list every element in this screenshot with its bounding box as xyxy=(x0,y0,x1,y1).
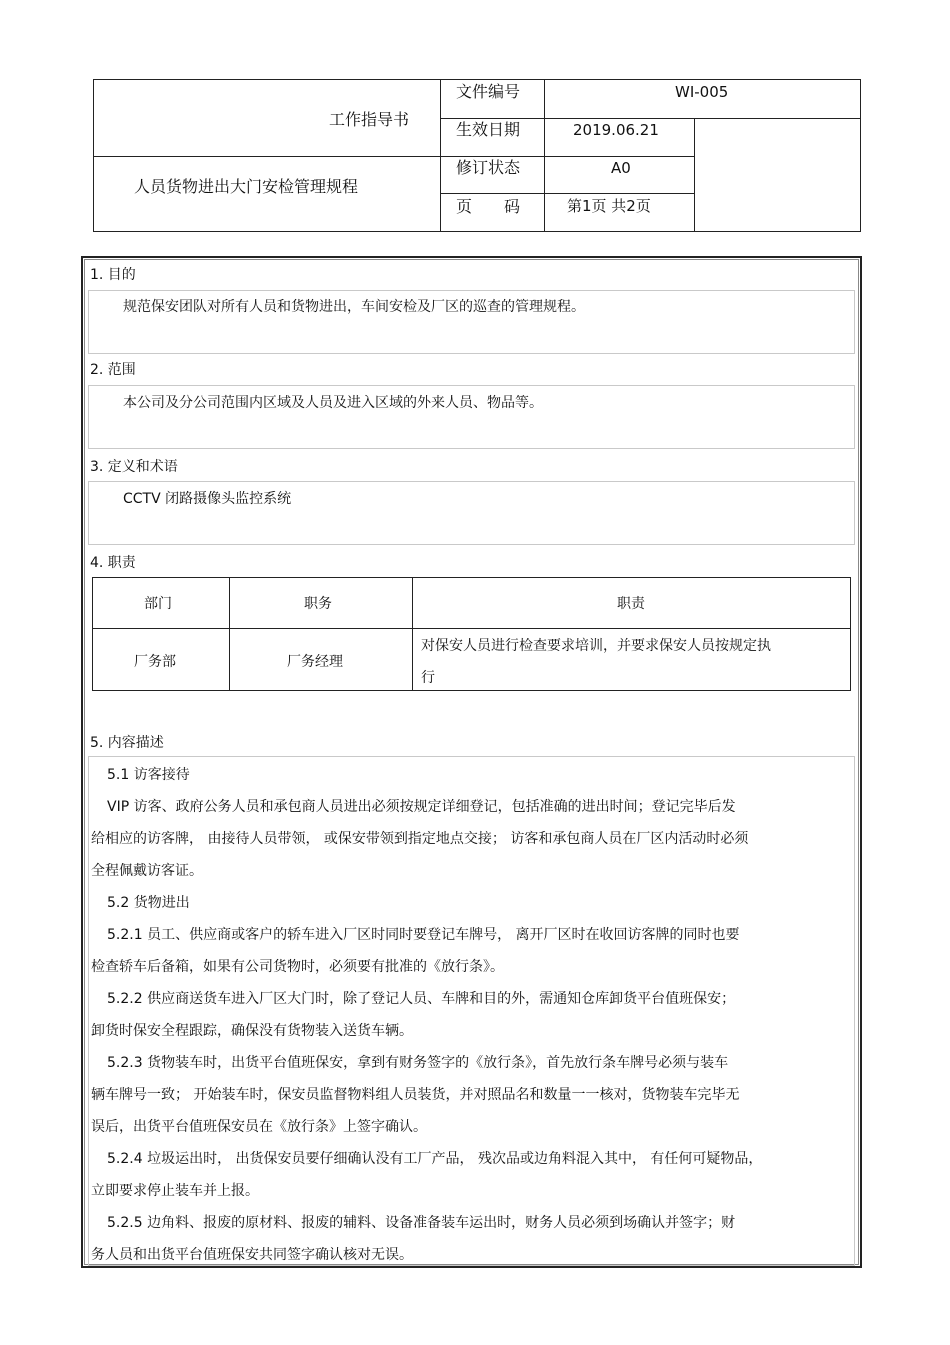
content-line: VIP 访客、政府公务人员和承包商人员进出必须按规定详细登记，包括准确的进出时间；登记完毕后发 xyxy=(107,799,736,815)
resp-cell-duty-line1: 对保安人员进行检查要求培训，并要求保安人员按规定执 xyxy=(421,638,771,654)
section-3-body: CCTV 闭路摄像头监控系统 xyxy=(123,491,292,507)
content-line: 辆车牌号一致； 开始装车时，保安员监督物料组人员装货，并对照品名和数量一一核对，货物装车完毕无 xyxy=(91,1087,740,1103)
effective-date-value: 2019.06.21 xyxy=(573,121,659,139)
content-line: 5.2.5 边角料、报废的原材料、报废的辅料、设备准备装车运出时，财务人员必须到场确认并签字；财 xyxy=(107,1215,736,1231)
file-no-value: WI-005 xyxy=(675,83,729,101)
resp-table-border xyxy=(92,577,93,691)
resp-header-dept: 部门 xyxy=(144,596,172,612)
header-divider xyxy=(440,118,861,119)
section-5-heading: 5. 内容描述 xyxy=(90,735,164,751)
content-line: 5.1 访客接待 xyxy=(107,767,190,783)
page-value: 第1页 共2页 xyxy=(567,197,651,215)
resp-table-border xyxy=(92,628,851,629)
doc-type: 工作指导书 xyxy=(329,110,410,129)
content-line: 务人员和出货平台值班保安共同签字确认核对无误。 xyxy=(91,1247,413,1263)
resp-cell-position: 厂务经理 xyxy=(287,654,343,670)
resp-table-border xyxy=(92,690,851,691)
content-line: 全程佩戴访客证。 xyxy=(91,863,203,879)
content-line: 误后，出货平台值班保安员在《放行条》上签字确认。 xyxy=(91,1119,427,1135)
content-line: 给相应的访客牌， 由接待人员带领， 或保安带领到指定地点交接； 访客和承包商人员在厂区内活动时必须 xyxy=(91,831,749,847)
header-border-top xyxy=(93,79,861,80)
content-line: 立即要求停止装车并上报。 xyxy=(91,1183,259,1199)
section-1-body: 规范保安团队对所有人员和货物进出，车间安检及厂区的巡查的管理规程。 xyxy=(123,299,585,315)
resp-header-position: 职务 xyxy=(304,596,332,612)
section-3-heading: 3. 定义和术语 xyxy=(90,459,178,475)
content-line: 检查轿车后备箱，如果有公司货物时，必须要有批准的《放行条》。 xyxy=(91,959,504,975)
revision-label: 修订状态 xyxy=(456,158,521,177)
resp-table-border xyxy=(229,577,230,691)
content-line: 卸货时保安全程跟踪，确保没有货物装入送货车辆。 xyxy=(91,1023,413,1039)
content-line: 5.2.3 货物装车时，出货平台值班保安，拿到有财务签字的《放行条》，首先放行条车牌号必须与装车 xyxy=(107,1055,729,1071)
header-divider xyxy=(694,118,695,232)
header-border-bottom xyxy=(93,231,861,232)
section-2-body: 本公司及分公司范围内区域及人员及进入区域的外来人员、物品等。 xyxy=(123,395,543,411)
content-line: 5.2.4 垃圾运出时， 出货保安员要仔细确认没有工厂产品， 残次品或边角料混入其中， 有任何可疑物品， xyxy=(107,1151,763,1167)
header-border-right xyxy=(860,79,861,232)
section-1-heading: 1. 目的 xyxy=(90,267,136,283)
revision-value: A0 xyxy=(611,159,631,177)
content-line: 5.2 货物进出 xyxy=(107,895,190,911)
section-2-heading: 2. 范围 xyxy=(90,362,136,378)
file-no-label: 文件编号 xyxy=(456,82,521,101)
page-label: 页 码 xyxy=(456,197,521,216)
content-line: 5.2.1 员工、供应商或客户的轿车进入厂区时同时要登记车牌号， 离开厂区时在收回访客牌的同时也要 xyxy=(107,927,740,943)
content-line: 5.2.2 供应商送货车进入厂区大门时，除了登记人员、车牌和目的外，需通知仓库卸货平台值班保安； xyxy=(107,991,736,1007)
header-divider xyxy=(93,156,695,157)
resp-cell-duty-line2: 行 xyxy=(421,670,435,686)
section-4-heading: 4. 职责 xyxy=(90,555,136,571)
resp-table-border xyxy=(850,577,851,691)
doc-title: 人员货物进出大门安检管理规程 xyxy=(134,177,359,196)
resp-header-duty: 职责 xyxy=(617,596,645,612)
header-divider xyxy=(440,193,695,194)
effective-date-label: 生效日期 xyxy=(456,120,521,139)
resp-table-border xyxy=(92,577,851,578)
resp-table-border xyxy=(412,577,413,691)
resp-cell-dept: 厂务部 xyxy=(134,654,176,670)
